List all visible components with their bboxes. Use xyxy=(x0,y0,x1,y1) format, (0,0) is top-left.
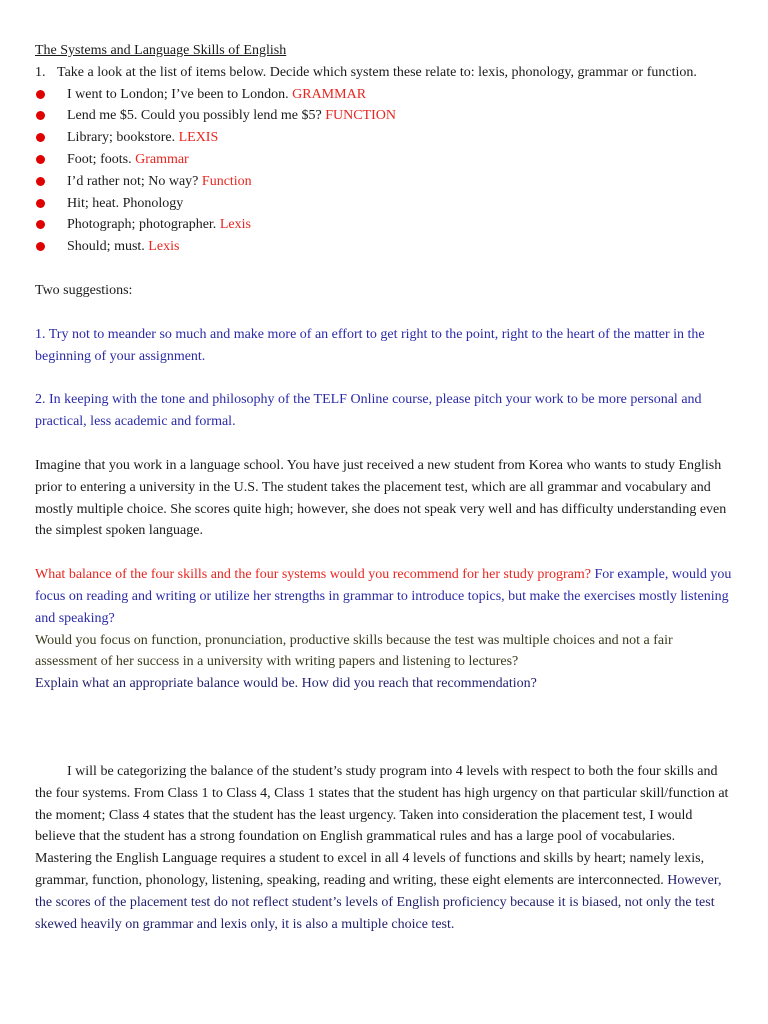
answer-label: GRAMMAR xyxy=(292,86,367,102)
question-olive: Would you focus on function, pronunciation, productive skills because the test was multiple choices and not a fair assessment of her success in a university with writing papers and listening to lectures? xyxy=(35,632,673,670)
list-item: Library; bookstore. LEXIS xyxy=(35,127,735,149)
question-1 xyxy=(35,62,735,84)
answer-label: FUNCTION xyxy=(325,108,396,124)
question-red: What balance of the four skills and the four systems would you recommend for her study program? xyxy=(35,567,595,583)
suggestion-2: 2. In keeping with the tone and philosophy of the TELF Online course, please pitch your work to be more personal and practical, less academic and formal. xyxy=(35,392,702,430)
bullet-icon xyxy=(36,90,45,99)
answer-highlight: However, the scores of the placement test do not reflect student’s levels of English proficiency because it is biased, not only the test skewed heavily on grammar and lexis only, it is also a multiple choice test. xyxy=(35,872,722,932)
answer-label: Grammar xyxy=(135,151,189,167)
item-list xyxy=(35,84,735,258)
list-item: Hit; heat. Phonology xyxy=(35,193,735,215)
list-item: Should; must. Lexis xyxy=(35,236,735,258)
answer-text: I will be categorizing the balance of the student’s study program into 4 levels with respect to both the four skills and the four systems. From Class 1 to Class 4, Class 1 states that the student has high urgency on that particular skill/function at the moment; Class 4 states that the student has the least urgency. Taken into consideration the placement test, I would believe that the student has a strong foundation on English grammatical rules and has a large pool of vocabularies. Mastering the English Language requires a student to excel in all 4 levels of functions and skills by heart; namely lexis, grammar, function, phonology, listening, speaking, reading and writing, these eight elements are interconnected. xyxy=(35,763,729,888)
bullet-icon xyxy=(36,155,45,164)
bullet-icon xyxy=(36,220,45,229)
answer-label: Function xyxy=(201,173,252,189)
suggestion-1: 1. Try not to meander so much and make more of an effort to get right to the point, right to the heart of the matter in the beginning of your assignment. xyxy=(35,326,705,364)
answer-label: Lexis xyxy=(148,239,180,255)
question-blue: For example, would you focus on reading and writing or utilize her strengths in grammar to introduce topics, but make the exercises mostly listening and speaking? xyxy=(35,567,732,626)
bullet-icon xyxy=(36,242,45,251)
bullet-icon xyxy=(36,111,45,120)
scenario-paragraph: Imagine that you work in a language school. You have just received a new student from Korea who wants to study English prior to entering a university in the U.S. The student takes the placement test, which are all grammar and vocabulary and mostly multiple choice. She scores quite high; however, she does not speak very well and has difficulty understanding even the simplest spoken language. xyxy=(35,457,727,539)
bullet-icon xyxy=(36,199,45,208)
question-final: Explain what an appropriate balance would be. How did you reach that recommendation? xyxy=(35,676,537,692)
answer-label: LEXIS xyxy=(178,130,219,146)
bullet-icon xyxy=(36,177,45,186)
list-item: Photograph; photographer. Lexis xyxy=(35,214,735,236)
question-1-text: Take a look at the list of items below. Decide which system these relate to: lexis, phonology, grammar or function. xyxy=(57,64,697,80)
question-1-number: 1. xyxy=(35,64,46,80)
answer-paragraph xyxy=(35,761,735,935)
list-item: Lend me $5. Could you possibly lend me $5? FUNCTION xyxy=(35,105,735,127)
list-item: I went to London; I’ve been to London. GRAMMAR xyxy=(35,84,735,106)
assignment-question xyxy=(35,564,735,629)
list-item: Foot; foots. Grammar xyxy=(35,149,735,171)
suggestions-heading: Two suggestions: xyxy=(35,282,133,298)
list-item: I’d rather not; No way? Function xyxy=(35,171,735,193)
document-page xyxy=(35,40,735,935)
document-title: The Systems and Language Skills of English xyxy=(35,43,287,58)
bullet-icon xyxy=(36,133,45,142)
answer-label: Lexis xyxy=(219,217,251,233)
